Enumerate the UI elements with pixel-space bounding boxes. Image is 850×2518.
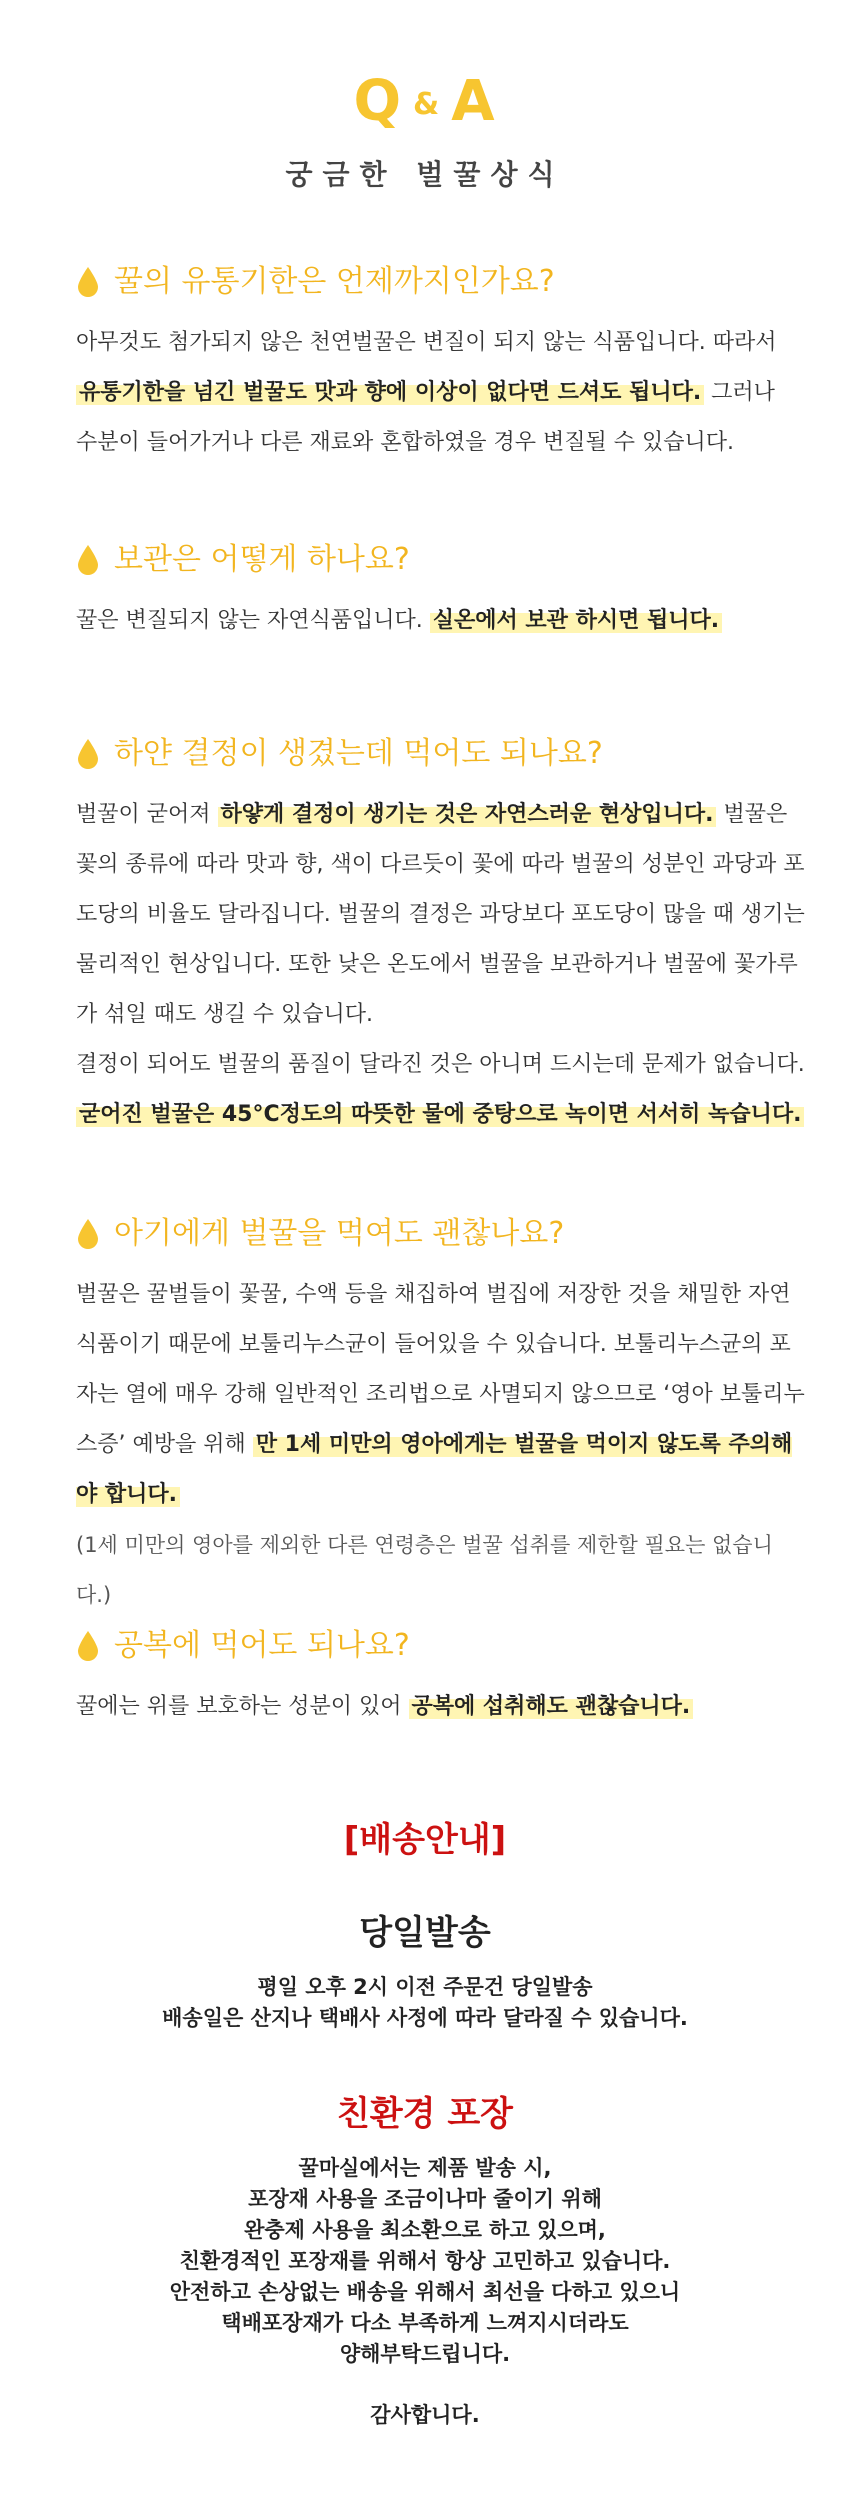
question-heading: [76, 734, 806, 774]
honey-drop-icon: [76, 738, 100, 770]
answer-text: [76, 318, 806, 468]
answer-text-line: 결정이 되어도 벌꿀의 품질이 달라진 것은 아니며 드시는데 문제가 없습니다.: [76, 1052, 805, 1077]
answer-text-line: 벌꿀이 굳어져: [76, 802, 218, 827]
answer-text: [76, 790, 806, 1140]
answer-text-line: 꿀에는 위를 보호하는 성분이 있어: [76, 1694, 409, 1719]
shipping-info-section: [0, 1812, 850, 2431]
eco-line: 택배포장재가 다소 부족하게 느껴지시더라도: [221, 2311, 629, 2335]
same-day-text: [0, 1972, 850, 2034]
eco-line: 양해부탁드립니다.: [339, 2342, 511, 2366]
answer-text-line: 그러나: [704, 380, 775, 405]
qa-item-empty-stomach: [76, 1626, 806, 1732]
qa-item-shelf-life: [76, 262, 806, 468]
shipping-title: [배송안내]: [343, 1820, 507, 1860]
answer-text-line: 벌꿀은 꽃의 종류에 따라 맛과 향, 색이 다르듯이 꽃에 따라 벌꿀의 성분인 과당과 포도당의 비율도 달라집니다. 벌꿀의 결정은 과당보다 포도당이 많을 때 생기는 물리적인 현상입니다. 또한 낮은 온도에서 벌꿀을 보관하거나 벌꿀에 꽃가루가 섞일 때도 생길 수 있습니다.: [76, 802, 805, 1027]
answer-highlight: 하얗게 결정이 생기는 것은 자연스러운 현상입니다.: [218, 802, 717, 827]
question-text: 아기에게 벌꿀을 먹여도 괜찮나요?: [114, 1216, 565, 1251]
question-heading: [76, 1626, 806, 1666]
answer-highlight: 공복에 섭취해도 괜찮습니다.: [409, 1694, 694, 1719]
answer-text: [76, 596, 806, 646]
qa-item-crystallization: [76, 734, 806, 1140]
eco-line: 친환경적인 포장재를 위해서 항상 고민하고 있습니다.: [179, 2249, 671, 2273]
qa-item-storage: [76, 540, 806, 646]
answer-text-line: 벌꿀은 꿀벌들이 꽃꿀, 수액 등을 채집하여 벌집에 저장한 것을 채밀한 자연식품이기 때문에 보툴리누스균이 들어있을 수 있습니다. 보툴리누스균의 포자는 열에 매우 강해 일반적인 조리법으로 사멸되지 않으므로 ‘영아 보툴리누스증’ 예방을 위해: [76, 1282, 805, 1457]
eco-line: 포장재 사용을 조금이나마 줄이기 위해: [248, 2187, 602, 2211]
qa-title-a: A: [451, 69, 497, 134]
page-header: [0, 0, 850, 193]
answer-note: (1세 미만의 영아를 제외한 다른 연령층은 벌꿀 섭취를 제한할 필요는 없습니다.): [76, 1533, 773, 1607]
eco-line: 꿀마실에서는 제품 발송 시,: [298, 2156, 552, 2180]
question-text: 꿀의 유통기한은 언제까지인가요?: [114, 264, 555, 299]
eco-packaging-text: [0, 2153, 850, 2370]
thanks-text: 감사합니다.: [370, 2403, 480, 2427]
answer-text-line: 아무것도 첨가되지 않은 천연벌꿀은 변질이 되지 않는 식품입니다. 따라서: [76, 330, 777, 355]
eco-line: 완충제 사용을 최소환으로 하고 있으며,: [244, 2218, 606, 2242]
honey-drop-icon: [76, 1630, 100, 1662]
eco-line: 안전하고 손상없는 배송을 위해서 최선을 다하고 있으니: [169, 2280, 681, 2304]
qa-title-amp: &: [413, 86, 442, 122]
answer-highlight: 유통기한을 넘긴 벌꿀도 맛과 향에 이상이 없다면 드셔도 됩니다.: [76, 380, 704, 405]
question-text: 보관은 어떻게 하나요?: [114, 542, 410, 577]
qa-title-q: Q: [353, 69, 404, 134]
honey-drop-icon: [76, 544, 100, 576]
answer-text: [76, 1682, 806, 1732]
eco-packaging-heading: 친환경 포장: [336, 2094, 514, 2134]
honey-drop-icon: [76, 1218, 100, 1250]
answer-text: [76, 1270, 806, 1620]
answer-text-line: 꿀은 변질되지 않는 자연식품입니다.: [76, 608, 430, 633]
question-heading: [76, 1214, 806, 1254]
answer-text-line: 수분이 들어가거나 다른 재료와 혼합하였을 경우 변질될 수 있습니다.: [76, 430, 734, 455]
same-day-heading: 당일발송: [359, 1913, 491, 1953]
qa-item-infants: [76, 1214, 806, 1620]
question-text: 하얀 결정이 생겼는데 먹어도 되나요?: [114, 736, 603, 771]
qa-title: [0, 70, 850, 137]
page-subtitle: 궁금한 벌꿀상식: [285, 157, 565, 191]
answer-highlight: 실온에서 보관 하시면 됩니다.: [430, 608, 722, 633]
question-heading: [76, 540, 806, 580]
answer-highlight: 만 1세 미만의 영아에게는 벌꿀을 먹이지 않도록 주의해야 합니다.: [76, 1432, 793, 1507]
question-heading: [76, 262, 806, 302]
same-day-line: 평일 오후 2시 이전 주문건 당일발송: [257, 1975, 593, 1999]
same-day-line: 배송일은 산지나 택배사 사정에 따라 달라질 수 있습니다.: [162, 2006, 688, 2030]
honey-drop-icon: [76, 266, 100, 298]
answer-highlight: 굳어진 벌꿀은 45°C정도의 따뜻한 물에 중탕으로 녹이면 서서히 녹습니다.: [76, 1102, 804, 1127]
question-text: 공복에 먹어도 되나요?: [114, 1628, 410, 1663]
